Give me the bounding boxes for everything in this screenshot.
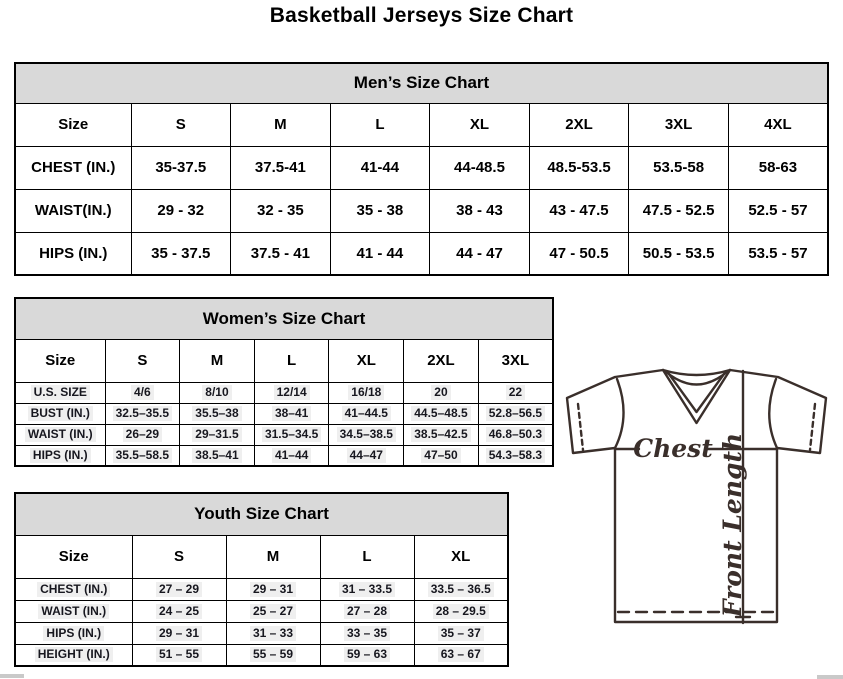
column-header: S xyxy=(132,535,226,578)
table-row xyxy=(15,382,553,403)
table-row xyxy=(15,622,508,644)
column-header: S xyxy=(105,339,180,382)
bottom-right-scroll-fragment xyxy=(817,675,843,679)
size-cell: 48.5-53.5 xyxy=(529,146,629,189)
size-cell: 35.5–38 xyxy=(180,403,255,424)
table-title-row xyxy=(15,63,828,103)
column-header: 2XL xyxy=(404,339,479,382)
column-header: M xyxy=(231,103,331,146)
size-cell: 31 – 33.5 xyxy=(320,578,414,600)
row-label: WAIST (IN.) xyxy=(15,600,132,622)
row-label: HIPS (IN.) xyxy=(15,232,131,275)
table-header-row xyxy=(15,535,508,578)
column-header: XL xyxy=(329,339,404,382)
size-cell: 51 – 55 xyxy=(132,644,226,666)
table-row xyxy=(15,189,828,232)
size-cell: 28 – 29.5 xyxy=(414,600,508,622)
size-cell: 58-63 xyxy=(728,146,828,189)
youth-size-table xyxy=(14,492,509,667)
size-cell: 41-44 xyxy=(330,146,430,189)
table-row xyxy=(15,600,508,622)
womens-size-table xyxy=(14,297,554,467)
row-label: WAIST (IN.) xyxy=(15,424,105,445)
row-label: HIPS (IN.) xyxy=(15,622,132,644)
size-cell: 47.5 - 52.5 xyxy=(629,189,729,232)
table-title: Men’s Size Chart xyxy=(15,63,828,103)
table-title: Women’s Size Chart xyxy=(15,298,553,339)
table-header-row xyxy=(15,103,828,146)
size-cell: 38.5–42.5 xyxy=(404,424,479,445)
size-cell: 37.5-41 xyxy=(231,146,331,189)
right-armhole-curve xyxy=(769,379,777,448)
table-row xyxy=(15,403,553,424)
page-title: Basketball Jerseys Size Chart xyxy=(269,4,574,27)
size-cell: 33 – 35 xyxy=(320,622,414,644)
column-header: 4XL xyxy=(728,103,828,146)
size-cell: 44-48.5 xyxy=(430,146,530,189)
size-cell: 35 – 37 xyxy=(414,622,508,644)
column-header: L xyxy=(254,339,329,382)
size-cell: 59 – 63 xyxy=(320,644,414,666)
table-row xyxy=(15,644,508,666)
size-cell: 8/10 xyxy=(180,382,255,403)
row-label: BUST (IN.) xyxy=(15,403,105,424)
size-cell: 52.5 - 57 xyxy=(728,189,828,232)
size-cell: 29 – 31 xyxy=(226,578,320,600)
row-label: CHEST (IN.) xyxy=(15,578,132,600)
table-title: Youth Size Chart xyxy=(15,493,508,535)
size-cell: 20 xyxy=(404,382,479,403)
size-cell: 47–50 xyxy=(404,445,479,466)
size-cell: 33.5 – 36.5 xyxy=(414,578,508,600)
size-cell: 41–44.5 xyxy=(329,403,404,424)
jersey-diagram xyxy=(555,360,843,679)
column-header: M xyxy=(180,339,255,382)
size-cell: 32 - 35 xyxy=(231,189,331,232)
size-cell: 24 – 25 xyxy=(132,600,226,622)
size-cell: 27 – 29 xyxy=(132,578,226,600)
front-length-label: Front Length xyxy=(718,432,747,618)
size-cell: 35 - 38 xyxy=(330,189,430,232)
size-cell: 29 – 31 xyxy=(132,622,226,644)
size-cell: 37.5 - 41 xyxy=(231,232,331,275)
size-cell: 53.5 - 57 xyxy=(728,232,828,275)
table-row xyxy=(15,232,828,275)
column-header: XL xyxy=(414,535,508,578)
left-sleeve-stitch-dashes xyxy=(578,404,583,450)
size-cell: 44–47 xyxy=(329,445,404,466)
size-cell: 35.5–58.5 xyxy=(105,445,180,466)
size-cell: 41 - 44 xyxy=(330,232,430,275)
size-cell: 35 - 37.5 xyxy=(131,232,231,275)
size-cell: 53.5-58 xyxy=(629,146,729,189)
row-label: U.S. SIZE xyxy=(15,382,105,403)
size-cell: 25 – 27 xyxy=(226,600,320,622)
jersey-outline xyxy=(567,370,826,622)
column-header: 3XL xyxy=(478,339,553,382)
row-label: WAIST(IN.) xyxy=(15,189,131,232)
mens-size-table xyxy=(14,62,829,276)
size-cell: 29–31.5 xyxy=(180,424,255,445)
column-header: Size xyxy=(15,103,131,146)
size-cell: 34.5–38.5 xyxy=(329,424,404,445)
row-label: HEIGHT (IN.) xyxy=(15,644,132,666)
size-cell: 38 - 43 xyxy=(430,189,530,232)
table-header-row xyxy=(15,339,553,382)
row-label: CHEST (IN.) xyxy=(15,146,131,189)
size-cell: 52.8–56.5 xyxy=(478,403,553,424)
right-sleeve-stitch-dashes xyxy=(810,404,815,450)
bottom-left-scroll-fragment xyxy=(0,674,24,678)
table-row xyxy=(15,424,553,445)
row-label: HIPS (IN.) xyxy=(15,445,105,466)
size-cell: 31.5–34.5 xyxy=(254,424,329,445)
column-header: XL xyxy=(430,103,530,146)
table-row xyxy=(15,578,508,600)
size-cell: 32.5–35.5 xyxy=(105,403,180,424)
table-row xyxy=(15,445,553,466)
column-header: M xyxy=(226,535,320,578)
column-header: S xyxy=(131,103,231,146)
column-header: 3XL xyxy=(629,103,729,146)
column-header: 2XL xyxy=(529,103,629,146)
size-cell: 22 xyxy=(478,382,553,403)
size-cell: 44 - 47 xyxy=(430,232,530,275)
size-cell: 4/6 xyxy=(105,382,180,403)
size-cell: 26–29 xyxy=(105,424,180,445)
table-title-row xyxy=(15,298,553,339)
size-cell: 46.8–50.3 xyxy=(478,424,553,445)
column-header: L xyxy=(330,103,430,146)
column-header: L xyxy=(320,535,414,578)
chest-label: Chest xyxy=(633,434,713,463)
size-cell: 63 – 67 xyxy=(414,644,508,666)
size-cell: 55 – 59 xyxy=(226,644,320,666)
size-cell: 41–44 xyxy=(254,445,329,466)
column-header: Size xyxy=(15,535,132,578)
size-cell: 35-37.5 xyxy=(131,146,231,189)
size-cell: 31 – 33 xyxy=(226,622,320,644)
column-header: Size xyxy=(15,339,105,382)
size-cell: 27 – 28 xyxy=(320,600,414,622)
size-cell: 43 - 47.5 xyxy=(529,189,629,232)
size-cell: 16/18 xyxy=(329,382,404,403)
table-row xyxy=(15,146,828,189)
size-cell: 38–41 xyxy=(254,403,329,424)
left-armhole-curve xyxy=(615,379,624,448)
size-cell: 47 - 50.5 xyxy=(529,232,629,275)
size-cell: 12/14 xyxy=(254,382,329,403)
size-cell: 50.5 - 53.5 xyxy=(629,232,729,275)
size-cell: 44.5–48.5 xyxy=(404,403,479,424)
size-cell: 54.3–58.3 xyxy=(478,445,553,466)
collar-back-arc-outer xyxy=(663,370,730,375)
table-title-row xyxy=(15,493,508,535)
size-cell: 38.5–41 xyxy=(180,445,255,466)
size-cell: 29 - 32 xyxy=(131,189,231,232)
